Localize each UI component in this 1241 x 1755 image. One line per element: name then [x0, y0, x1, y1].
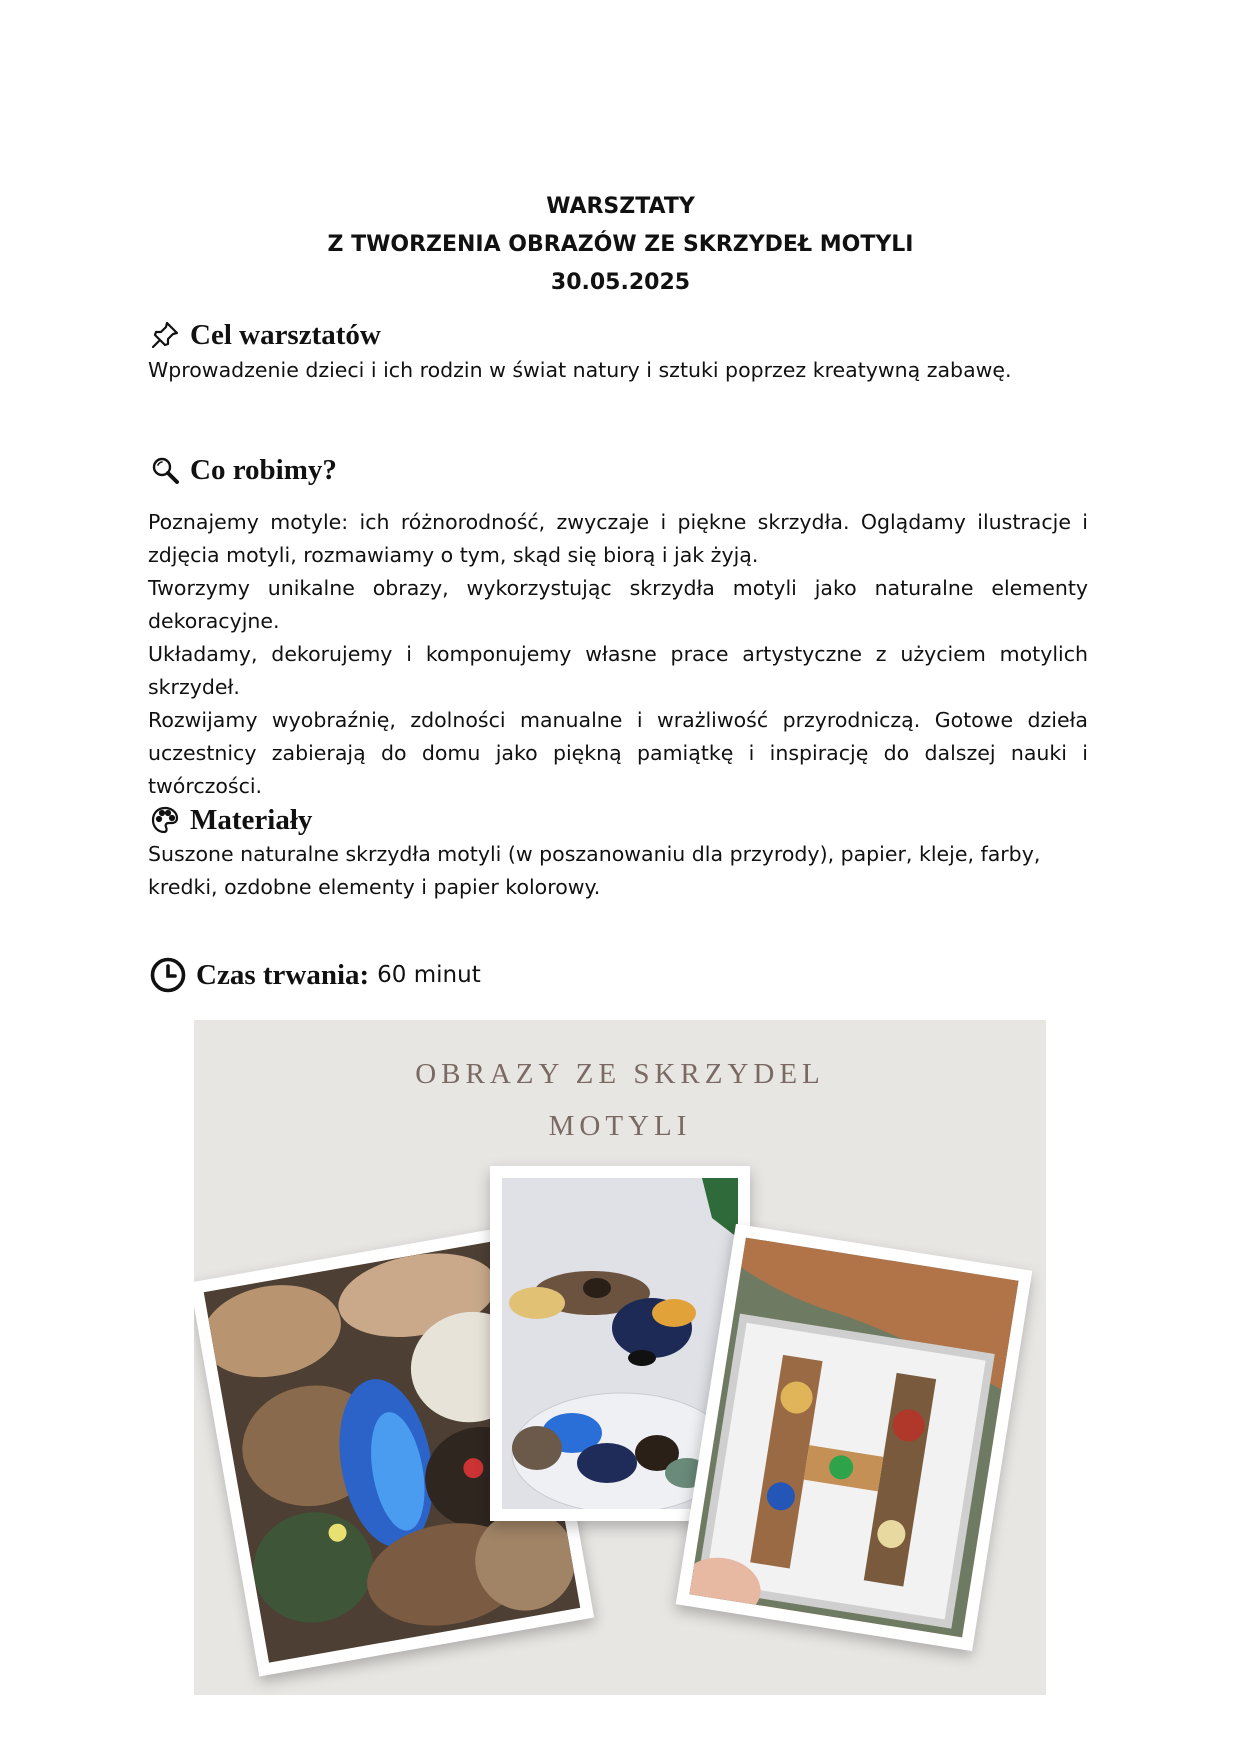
goal-text: Wprowadzenie dzieci i ich rodzin w świat natury i sztuki poprzez kreatywną zabawę.	[148, 358, 1012, 382]
goal-heading	[148, 318, 381, 352]
materials-text: Suszone naturalne skrzydła motyli (w poszanowaniu dla przyrody), papier, kleje, farby, kredki, ozdobne elementy i papier kolorowy.	[148, 842, 1041, 899]
workshop-collage-image	[194, 1020, 1046, 1695]
title-date: 30.05.2025	[550, 270, 691, 295]
activities-heading-text: Co robimy?	[190, 453, 337, 486]
document-title	[0, 188, 1241, 302]
goal-text-block	[148, 354, 1088, 387]
materials-heading	[148, 803, 312, 837]
duration-heading-text: Czas trwania:	[196, 958, 370, 991]
materials-heading-text: Materiały	[190, 803, 313, 836]
goal-heading-text: Cel warsztatów	[190, 318, 381, 351]
duration-value: 60 minut	[377, 962, 481, 988]
clock-icon	[148, 955, 188, 995]
photo-framed-letter-content	[689, 1238, 1018, 1638]
photo-framed-letter	[676, 1224, 1033, 1651]
magnifier-icon	[148, 453, 182, 487]
pushpin-icon	[148, 318, 182, 352]
collage-title-line-1: OBRAZY ZE SKRZYDEL	[415, 1058, 825, 1090]
title-line-2: Z TWORZENIA OBRAZÓW ZE SKRZYDEŁ MOTYLI	[327, 232, 914, 257]
duration-heading	[148, 955, 481, 995]
activities-paragraph-1: Poznajemy motyle: ich różnorodność, zwyczaje i piękne skrzydła. Oglądamy ilustracje i zdjęcia motyli, rozmawiamy o tym, skąd się biorą i jak żyją.	[148, 510, 1088, 567]
collage-title	[194, 1048, 1046, 1152]
materials-text-block	[148, 838, 1048, 904]
activities-text-block	[148, 506, 1088, 803]
activities-paragraph-4: Rozwijamy wyobraźnię, zdolności manualne i wrażliwość przyrodniczą. Gotowe dzieła uczestnicy zabierają do domu jako piękną pamiątkę i inspirację do dalszej nauki i twórczości.	[148, 708, 1088, 798]
palette-icon	[148, 803, 182, 837]
title-line-1: WARSZTATY	[546, 194, 695, 219]
framed-letter-illustration	[689, 1238, 1018, 1638]
collage-title-line-2: MOTYLI	[548, 1110, 692, 1142]
activities-heading	[148, 453, 337, 487]
activities-paragraph-3: Układamy, dekorujemy i komponujemy własne prace artystyczne z użyciem motylich skrzydeł.	[148, 642, 1088, 699]
activities-paragraph-2: Tworzymy unikalne obrazy, wykorzystując skrzydła motyli jako naturalne elementy dekoracyjne.	[148, 576, 1088, 633]
